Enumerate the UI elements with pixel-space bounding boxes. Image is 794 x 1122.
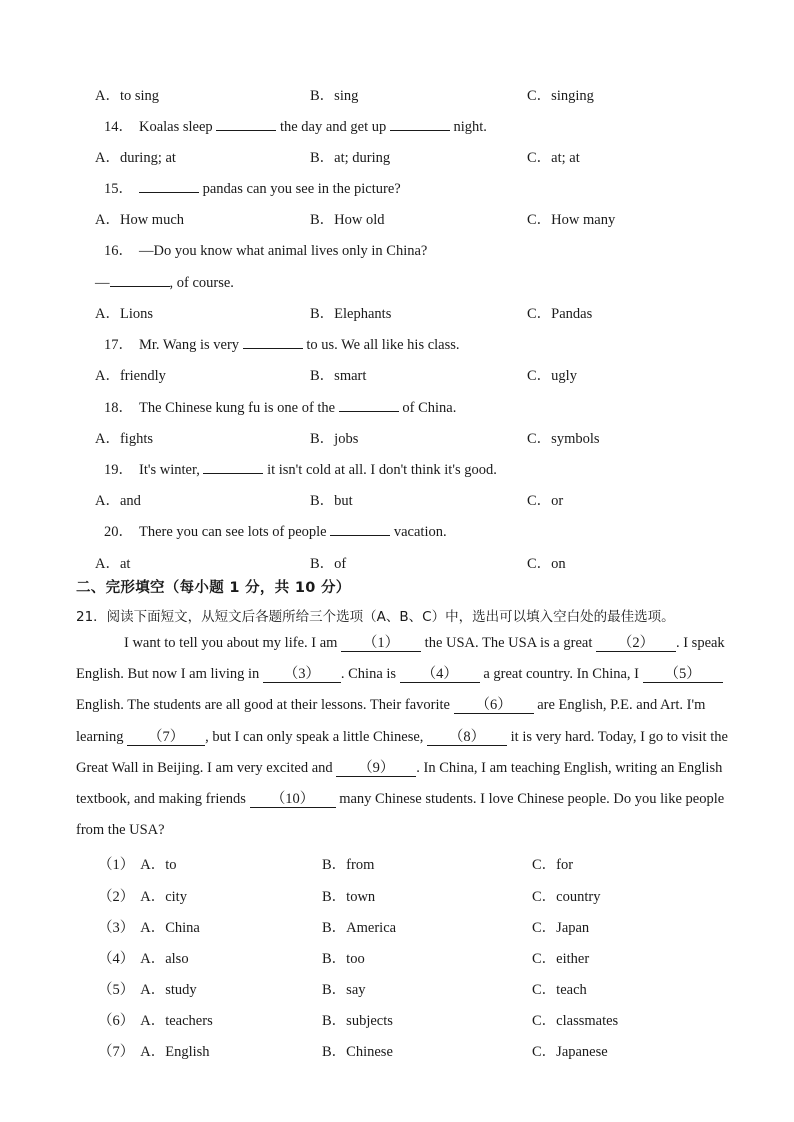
- cloze-blank-2: （2）: [596, 636, 676, 652]
- choice-row-6-c: C．classmates: [532, 1013, 619, 1029]
- cloze-blank-4: （4）: [400, 667, 480, 683]
- choice-row-2-a: （2） A．city: [98, 889, 187, 905]
- q14-option-b: B．at; during: [310, 150, 391, 166]
- question-number: 20．: [104, 524, 133, 540]
- cloze-blank-7: （7）: [127, 730, 205, 746]
- answer-blank: [110, 271, 170, 287]
- choice-row-4-b: B．too: [322, 951, 365, 967]
- choice-row-3-c: C．Japan: [532, 920, 590, 936]
- answer-blank: [203, 458, 263, 474]
- q13-option-a: A．to sing: [95, 88, 160, 104]
- question-20: 20． There you can see lots of people vacation.: [104, 520, 447, 541]
- choice-row-7-a: （7） A．English: [98, 1044, 210, 1060]
- passage-line: Great Wall in Beijing. I am very excited and （9） . In China, I am teaching English, writing an English: [76, 760, 723, 776]
- q14-option-a: A．during; at: [95, 150, 176, 166]
- q19-option-a: A．and: [95, 493, 141, 509]
- question-number: 15．: [104, 181, 133, 197]
- choice-row-1-b: B．from: [322, 857, 375, 873]
- choice-row-4-c: C．either: [532, 951, 590, 967]
- q17-option-c: C．ugly: [527, 368, 577, 384]
- answer-blank: [339, 396, 399, 412]
- cloze-blank-9: （9）: [336, 761, 416, 777]
- q20-option-c: C．on: [527, 556, 566, 572]
- question-16-response: — , of course.: [95, 271, 234, 292]
- q15-option-b: B．How old: [310, 212, 385, 228]
- choice-row-3-b: B．America: [322, 920, 397, 936]
- question-number: 14．: [104, 119, 133, 135]
- answer-blank: [216, 115, 276, 131]
- answer-blank: [243, 333, 303, 349]
- cloze-blank-6: （6）: [454, 698, 534, 714]
- q18-option-a: A．fights: [95, 431, 153, 447]
- section-instruction: 21．阅读下面短文，从短文后各题所给三个选项（A、B、C）中，选出可以填入空白处的最佳选项。: [76, 609, 675, 625]
- q17-option-b: B．smart: [310, 368, 367, 384]
- question-16: 16． —Do you know what animal lives only in China?: [104, 243, 428, 259]
- question-19: 19． It's winter, it isn't cold at all. I don't think it's good.: [104, 458, 497, 479]
- q13-option-c: C．singing: [527, 88, 594, 104]
- choice-row-6-b: B．subjects: [322, 1013, 393, 1029]
- q16-option-b: B．Elephants: [310, 306, 392, 322]
- passage-line: I want to tell you about my life. I am （1） the USA. The USA is a great （2） . I speak: [124, 635, 725, 651]
- choice-row-5-b: B．say: [322, 982, 366, 998]
- choice-row-1-c: C．for: [532, 857, 574, 873]
- passage-line: English. But now I am living in （3） . China is （4） a great country. In China, I （5）: [76, 666, 723, 683]
- question-17: 17． Mr. Wang is very to us. We all like his class.: [104, 333, 460, 354]
- q15-option-a: A．How much: [95, 212, 185, 228]
- q17-option-a: A．friendly: [95, 368, 166, 384]
- cloze-blank-5: （5）: [643, 667, 723, 683]
- q18-option-c: C．symbols: [527, 431, 600, 447]
- answer-blank: [390, 115, 450, 131]
- choice-row-7-c: C．Japanese: [532, 1044, 608, 1060]
- choice-row-2-b: B．town: [322, 889, 376, 905]
- choice-row-5-a: （5） A．study: [98, 982, 197, 998]
- q18-option-b: B．jobs: [310, 431, 359, 447]
- choice-row-6-a: （6） A．teachers: [98, 1013, 213, 1029]
- q20-option-a: A．at: [95, 556, 131, 572]
- question-18: 18． The Chinese kung fu is one of the of China.: [104, 396, 456, 417]
- q13-option-b: B．sing: [310, 88, 359, 104]
- choice-row-1-a: （1） A．to: [98, 857, 177, 873]
- answer-blank: [330, 520, 390, 536]
- choice-row-2-c: C．country: [532, 889, 601, 905]
- q20-option-b: B．of: [310, 556, 347, 572]
- passage-line: textbook, and making friends （10） many Chinese students. I love Chinese people. Do you like people: [76, 791, 725, 807]
- cloze-blank-3: （3）: [263, 667, 341, 683]
- q16-option-c: C．Pandas: [527, 306, 593, 322]
- question-number: 18．: [104, 400, 133, 416]
- choice-row-4-a: （4） A．also: [98, 951, 189, 967]
- section-heading: 二、完形填空（每小题 1 分，共 10 分）: [76, 580, 351, 596]
- cloze-blank-8: （8）: [427, 730, 507, 746]
- q14-option-c: C．at; at: [527, 150, 580, 166]
- q16-option-a: A．Lions: [95, 306, 153, 322]
- q15-option-c: C．How many: [527, 212, 616, 228]
- q19-option-b: B．but: [310, 493, 353, 509]
- passage-line: from the USA?: [76, 822, 165, 838]
- choice-row-5-c: C．teach: [532, 982, 587, 998]
- question-14: 14． Koalas sleep the day and get up night.: [104, 115, 487, 136]
- passage-line: English. The students are all good at their lessons. Their favorite （6） are English, P.E. and Art. I'm: [76, 697, 706, 713]
- question-number: 17．: [104, 337, 133, 353]
- choice-row-3-a: （3） A．China: [98, 920, 200, 936]
- cloze-blank-10: （10）: [250, 792, 336, 808]
- answer-blank: [139, 177, 199, 193]
- question-15: 15． pandas can you see in the picture?: [104, 177, 401, 198]
- passage-line: learning （7） , but I can only speak a little Chinese, （8） it is very hard. Today, I go to visit the: [76, 729, 728, 745]
- choice-row-7-b: B．Chinese: [322, 1044, 393, 1060]
- cloze-blank-1: （1）: [341, 636, 421, 652]
- question-number: 16．: [104, 243, 133, 259]
- q19-option-c: C．or: [527, 493, 564, 509]
- question-number: 19．: [104, 462, 133, 478]
